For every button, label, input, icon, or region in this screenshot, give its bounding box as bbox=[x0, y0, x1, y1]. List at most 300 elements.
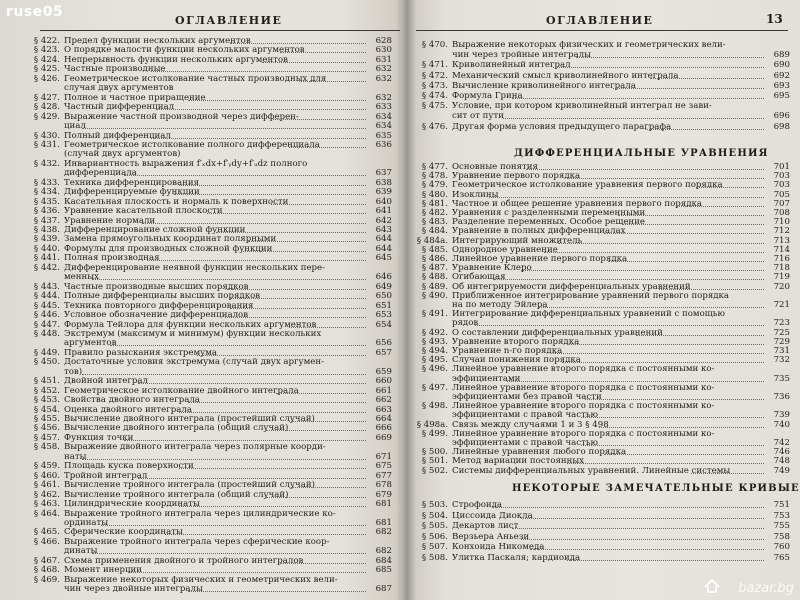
toc-page-number: 695 bbox=[773, 91, 790, 101]
toc-entry bbox=[22, 168, 400, 177]
toc-page-number: 698 bbox=[773, 121, 790, 132]
toc-page-number: 732 bbox=[773, 355, 790, 366]
toc-entry bbox=[410, 208, 794, 217]
toc-section-number: § 488. bbox=[421, 272, 448, 283]
toc-section-number: § 480. bbox=[421, 189, 448, 200]
toc-entry-title: Декартов лист bbox=[452, 521, 519, 531]
toc-page-number: 716 bbox=[773, 254, 790, 264]
toc-section-number: § 481. bbox=[421, 198, 448, 209]
toc-section-number: § 477. bbox=[421, 162, 448, 172]
toc-entry-title: Двойной интеграл bbox=[64, 376, 148, 387]
toc-leader-dots bbox=[216, 232, 366, 233]
toc-entry bbox=[22, 206, 400, 215]
toc-entry-title: Об интегрируемости дифференциальных уравнений bbox=[452, 281, 691, 292]
toc-entry bbox=[410, 162, 794, 171]
toc-entry bbox=[410, 300, 794, 309]
toc-entry bbox=[410, 466, 794, 475]
toc-entry-title: Оценка двойного интеграла bbox=[64, 404, 192, 415]
toc-section-number: § 502. bbox=[421, 465, 448, 476]
toc-section-number: § 499. bbox=[421, 428, 448, 439]
toc-entry-title: циал bbox=[64, 121, 86, 132]
toc-page-number: 746 bbox=[773, 447, 790, 458]
toc-section-number: § 483. bbox=[421, 217, 448, 228]
toc-leader-dots bbox=[530, 549, 764, 550]
toc-page-number: 633 bbox=[375, 102, 392, 113]
toc-leader-dots bbox=[567, 178, 764, 179]
toc-section-number: § 441. bbox=[33, 253, 60, 264]
toc-page-number: 718 bbox=[773, 263, 790, 274]
toc-section-number: § 497. bbox=[421, 382, 448, 393]
toc-entry bbox=[22, 197, 400, 206]
toc-section-number: § 507. bbox=[421, 542, 448, 552]
toc-entry bbox=[410, 355, 794, 364]
toc-entry-title: Разделение переменных. Особое решение bbox=[452, 217, 645, 228]
toc-entry-title: Интегрирование дифференциальных уравнений с помощью bbox=[452, 309, 725, 320]
toc-entry-title: Криволинейный интеграл bbox=[452, 60, 571, 71]
section-title-curves: НЕКОТОРЫЕ ЗАМЕЧАТЕЛЬНЫЕ КРИВЫЕ bbox=[512, 483, 800, 494]
toc-section-number: § 427. bbox=[33, 92, 60, 103]
toc-page-number: 729 bbox=[773, 336, 790, 347]
toc-section-number: § 446. bbox=[33, 310, 60, 321]
toc-entry-title: Свойства двойного интеграла bbox=[64, 395, 200, 406]
toc-page-number: 639 bbox=[375, 187, 392, 198]
toc-entry bbox=[22, 395, 400, 404]
toc-entry bbox=[22, 329, 400, 338]
toc-page-number: 753 bbox=[773, 510, 790, 521]
toc-entry-title: эффициентами без правой части bbox=[452, 392, 602, 402]
toc-entry bbox=[410, 263, 794, 272]
toc-page-number: 758 bbox=[773, 531, 790, 542]
toc-entry bbox=[410, 50, 794, 60]
toc-leader-dots bbox=[622, 224, 764, 225]
toc-leader-dots bbox=[207, 213, 366, 214]
toc-page-number: 720 bbox=[773, 281, 790, 292]
toc-entry bbox=[410, 346, 794, 355]
toc-leader-dots bbox=[558, 243, 764, 244]
toc-leader-dots bbox=[521, 539, 764, 540]
toc-entry bbox=[410, 438, 794, 447]
toc-section-number: § 463. bbox=[33, 499, 60, 510]
toc-entry bbox=[22, 537, 400, 546]
toc-entry-title: Вычисление двойного интеграла (простейший случай) bbox=[64, 414, 315, 424]
toc-entry bbox=[22, 320, 400, 329]
toc-entry-title: Строфоида bbox=[452, 500, 503, 510]
toc-section-number: § 485. bbox=[421, 244, 448, 255]
toc-section-number: § 439. bbox=[33, 234, 60, 245]
toc-entry bbox=[410, 401, 794, 410]
toc-page-number: 714 bbox=[773, 244, 790, 255]
toc-entry bbox=[22, 45, 400, 54]
toc-page-number: 682 bbox=[375, 527, 392, 538]
toc-page-number: 703 bbox=[773, 180, 790, 191]
toc-entry-title: Случаи понижения порядка bbox=[452, 355, 581, 366]
toc-entry bbox=[410, 91, 794, 101]
toc-entry-title: Полное и частное приращение bbox=[64, 92, 206, 103]
toc-entry bbox=[410, 254, 794, 263]
toc-entry bbox=[410, 81, 794, 91]
toc-entry bbox=[410, 364, 794, 373]
toc-entry bbox=[410, 328, 794, 337]
toc-section-number: § 438. bbox=[33, 225, 60, 235]
toc-entry-title: Касательная плоскость и нормаль к поверхности bbox=[64, 196, 289, 207]
page-number: 13 bbox=[766, 12, 783, 26]
toc-entry-title: Циссоида Диокла bbox=[452, 510, 533, 521]
toc-entry-title: ординаты bbox=[64, 517, 109, 528]
toc-leader-dots bbox=[188, 402, 366, 403]
toc-entry bbox=[22, 546, 400, 555]
toc-section-number: § 490. bbox=[421, 290, 448, 301]
toc-entry bbox=[22, 461, 400, 470]
toc-entry-title: Уравнение касательной плоскости bbox=[64, 206, 223, 217]
toc-leader-dots bbox=[151, 138, 366, 139]
toc-leader-dots bbox=[289, 327, 366, 328]
toc-section-number: § 422. bbox=[33, 36, 60, 46]
toc-page-number: 681 bbox=[375, 499, 392, 510]
toc-entry bbox=[410, 60, 794, 70]
toc-page-number: 671 bbox=[375, 451, 392, 462]
toc-page-number: 682 bbox=[375, 546, 392, 557]
toc-page-number: 657 bbox=[375, 347, 392, 358]
toc-entry-title: Схема применения двойного и тройного интегралов bbox=[64, 555, 304, 566]
toc-entry-title: Вычисление двойного интеграла (общий случай) bbox=[64, 423, 289, 434]
toc-entry bbox=[22, 74, 400, 83]
toc-page-number: 641 bbox=[375, 206, 392, 217]
toc-section-number: § 450. bbox=[33, 357, 60, 368]
toc-entry bbox=[410, 318, 794, 327]
toc-section-number: § 493. bbox=[421, 336, 448, 347]
toc-entry bbox=[410, 420, 794, 429]
toc-leader-dots bbox=[142, 223, 366, 224]
toc-leader-dots bbox=[576, 57, 764, 58]
toc-entry bbox=[410, 122, 794, 132]
toc-entry bbox=[22, 423, 400, 432]
toc-section-number: § 491. bbox=[421, 309, 448, 320]
toc-entry-title: О порядке малости функции нескольких аргументов bbox=[64, 45, 305, 56]
toc-leader-dots bbox=[266, 430, 366, 431]
toc-entry-title: Механический смысл криволинейного интеграла bbox=[452, 70, 679, 81]
toc-leader-dots bbox=[179, 185, 366, 186]
toc-leader-dots bbox=[230, 298, 366, 299]
toc-page-number: 693 bbox=[773, 80, 790, 91]
toc-section-number: § 423. bbox=[33, 45, 60, 56]
toc-entry-title: Условное обозначение дифференциалов bbox=[64, 310, 249, 321]
toc-page-number: 649 bbox=[375, 281, 392, 292]
toc-leader-dots bbox=[544, 252, 764, 253]
toc-leader-dots bbox=[475, 325, 764, 326]
header-rule bbox=[40, 30, 400, 31]
toc-entry-title: Приближенное интегрирование уравнений первого порядка bbox=[452, 290, 730, 301]
toc-section-number: § 442. bbox=[33, 262, 60, 273]
toc-page-number: 645 bbox=[375, 253, 392, 264]
toc-entry-title: Линейное уравнение первого порядка bbox=[452, 254, 628, 264]
toc-entry-title: Замена прямоугольных координат полярными bbox=[64, 234, 277, 245]
toc-entry bbox=[410, 291, 794, 300]
toc-entry bbox=[22, 471, 400, 480]
toc-section-number: § 474. bbox=[421, 91, 448, 101]
toc-page-number: 661 bbox=[375, 385, 392, 396]
toc-entry bbox=[410, 456, 794, 465]
toc-page-number: 692 bbox=[773, 70, 790, 81]
toc-leader-dots bbox=[677, 206, 764, 207]
toc-entry-title: Дифференцирование неявной функции нескольких пере- bbox=[64, 262, 326, 273]
toc-page-number: 749 bbox=[773, 465, 790, 476]
toc-entry-title: Формула Тейлора для функции нескольких аргументов bbox=[64, 319, 317, 330]
toc-entry bbox=[22, 414, 400, 423]
toc-entry bbox=[22, 301, 400, 310]
toc-entry-title: Линейное уравнение второго порядка с постоянными ко- bbox=[452, 382, 715, 393]
toc-entry-title: Дифференцирование сложной функции bbox=[64, 225, 246, 235]
toc-entry-title: случая двух аргументов bbox=[64, 83, 174, 94]
toc-entry bbox=[22, 244, 400, 253]
toc-leader-dots bbox=[512, 98, 764, 99]
toc-section-number: § 498а. bbox=[416, 419, 448, 430]
toc-entry-title: Верзьера Аньези bbox=[452, 531, 530, 542]
toc-page-number: 681 bbox=[375, 517, 392, 528]
toc-leader-dots bbox=[276, 393, 366, 394]
book-gutter bbox=[396, 0, 416, 600]
toc-entry-title: Вычисление тройного интеграла (общий случай) bbox=[64, 489, 289, 500]
toc-entry-title: Формулы для производных сложной функции bbox=[64, 243, 273, 254]
toc-leader-dots bbox=[585, 399, 764, 400]
toc-entry-title: Огибающая bbox=[452, 272, 506, 283]
toc-leader-dots bbox=[92, 553, 366, 554]
toc-entry bbox=[22, 282, 400, 291]
toc-entry bbox=[410, 272, 794, 281]
toc-leader-dots bbox=[128, 572, 366, 573]
toc-entry-title: Системы дифференциальных уравнений. Линейные системы bbox=[452, 465, 731, 476]
toc-entry-title: Уравнение первого порядка bbox=[452, 171, 581, 182]
toc-leader-dots bbox=[151, 71, 366, 72]
toc-leader-dots bbox=[289, 487, 366, 488]
watermark: ruse05 bbox=[6, 4, 64, 20]
toc-section-number: § 505. bbox=[421, 521, 448, 531]
toc-entry bbox=[410, 171, 794, 180]
toc-page-number: 644 bbox=[375, 234, 392, 245]
toc-entry-title: Выражение тройного интеграла через цилиндрические ко- bbox=[64, 508, 336, 519]
toc-section-number: § 492. bbox=[421, 327, 448, 338]
toc-entry-title: Формула Грина bbox=[452, 91, 523, 101]
toc-entry-title: Геометрическое истолкование полного дифференциала bbox=[64, 139, 320, 150]
toc-entry bbox=[22, 556, 400, 565]
toc-leader-dots bbox=[613, 88, 764, 89]
toc-entry bbox=[410, 553, 794, 564]
toc-section-number: § 447. bbox=[33, 319, 60, 330]
toc-page-number: 679 bbox=[375, 489, 392, 500]
toc-leader-dots bbox=[493, 507, 764, 508]
section-title-differential-equations: ДИФФЕРЕНЦИАЛЬНЫЕ УРАВНЕНИЯ bbox=[514, 148, 769, 159]
toc-page-number: 685 bbox=[375, 565, 392, 576]
toc-section-number: § 486. bbox=[421, 254, 448, 264]
toc-leader-dots bbox=[539, 307, 764, 308]
toc-leader-dots bbox=[507, 381, 764, 382]
toc-page-number: 642 bbox=[375, 215, 392, 226]
toc-entry bbox=[410, 245, 794, 254]
toc-page-number: 765 bbox=[773, 552, 790, 563]
toc-section-number: § 437. bbox=[33, 215, 60, 226]
toc-entry bbox=[22, 178, 400, 187]
toc-entry-title: Частный дифференциал bbox=[64, 102, 175, 113]
toc-entry bbox=[410, 111, 794, 121]
toc-entry-title: Выражение тройного интеграла через сферические коор- bbox=[64, 536, 330, 547]
toc-section-number: § 462. bbox=[33, 489, 60, 500]
toc-entry bbox=[22, 527, 400, 536]
toc-section-number: § 484. bbox=[421, 226, 448, 237]
toc-leader-dots bbox=[645, 129, 764, 130]
toc-entry-title: Предел функции нескольких аргументов bbox=[64, 36, 251, 46]
toc-section-number: § 428. bbox=[33, 102, 60, 113]
toc-entry bbox=[22, 490, 400, 499]
toc-leader-dots bbox=[225, 289, 366, 290]
toc-entry-title: Другая форма условия предыдущего параграфа bbox=[452, 121, 672, 132]
toc-entry-title: сит от пути bbox=[452, 111, 504, 122]
toc-leader-dots bbox=[567, 344, 764, 345]
toc-leader-dots bbox=[82, 128, 366, 129]
toc-entry-title: Геометрическое истолкование частных производных для bbox=[64, 73, 327, 84]
header-rule bbox=[416, 30, 788, 31]
toc-entry-title: Линейное уравнение второго порядка с постоянными ко- bbox=[452, 364, 715, 375]
toc-leader-dots bbox=[179, 412, 366, 413]
toc-entry bbox=[22, 272, 400, 281]
toc-entry-title: аргументов bbox=[64, 338, 117, 349]
toc-section-number: § 455. bbox=[33, 414, 60, 424]
toc-entry bbox=[410, 199, 794, 208]
toc-section-number: § 471. bbox=[421, 60, 448, 71]
toc-leader-dots bbox=[165, 534, 366, 535]
toc-entry-title: Геометрическое истолкование уравнения первого порядка bbox=[452, 180, 723, 191]
toc-leader-dots bbox=[696, 187, 764, 188]
toc-entry bbox=[410, 532, 794, 543]
toc-section-number: § 465. bbox=[33, 527, 60, 538]
toc-section-number: § 468. bbox=[33, 565, 60, 576]
toc-page-number: 659 bbox=[375, 366, 392, 377]
toc-entry-title: Уравнение n-го порядка bbox=[452, 346, 563, 356]
toc-entry bbox=[22, 367, 400, 376]
toc-entry bbox=[410, 392, 794, 401]
toc-section-number: § 457. bbox=[33, 432, 60, 443]
toc-section-number: § 464. bbox=[33, 508, 60, 519]
toc-leader-dots bbox=[493, 279, 764, 280]
toc-leader-dots bbox=[553, 353, 764, 354]
toc-page-number: 643 bbox=[375, 225, 392, 235]
toc-section-number: § 451. bbox=[33, 376, 60, 387]
toc-page-number: 656 bbox=[375, 338, 392, 349]
toc-page-number: 723 bbox=[773, 318, 790, 329]
toc-leader-dots bbox=[124, 175, 366, 176]
toc-section-number: § 454. bbox=[33, 404, 60, 415]
toc-leader-dots bbox=[567, 560, 764, 561]
toc-leader-dots bbox=[489, 197, 764, 198]
toc-entry-title: дифференциала bbox=[64, 168, 137, 179]
toc-entry bbox=[22, 131, 400, 140]
toc-leader-dots bbox=[266, 497, 366, 498]
toc-leader-dots bbox=[604, 454, 764, 455]
toc-page-number: 721 bbox=[773, 300, 790, 310]
toc-section-number: § 448. bbox=[33, 328, 60, 339]
toc-section-number: § 445. bbox=[33, 300, 60, 311]
toc-page-number: 644 bbox=[375, 243, 392, 254]
toc-section-number: § 460. bbox=[33, 470, 60, 481]
toc-entry bbox=[22, 64, 400, 73]
toc-leader-dots bbox=[289, 147, 366, 148]
toc-leader-dots bbox=[82, 374, 366, 375]
toc-page-number: 635 bbox=[375, 130, 392, 141]
toc-leader-dots bbox=[581, 417, 764, 418]
toc-section-number: § 506. bbox=[421, 531, 448, 542]
toc-entry-title: (случай двух аргументов) bbox=[64, 149, 181, 160]
toc-entry bbox=[22, 36, 400, 45]
toc-entry-title: Техника повторного дифференцирования bbox=[64, 300, 254, 311]
toc-section-number: § 424. bbox=[33, 54, 60, 65]
toc-section-number: § 482. bbox=[421, 208, 448, 218]
toc-section-number: § 476. bbox=[421, 121, 448, 132]
toc-entry-title: Вычисление криволинейного интеграла bbox=[452, 80, 636, 91]
toc-entry-title: Геометрическое истолкование двойного интеграла bbox=[64, 385, 299, 396]
toc-page-number: 742 bbox=[773, 438, 790, 448]
right-page-header: ОГЛАВЛЕНИЕ bbox=[546, 14, 654, 27]
toc-entry-title: Цилиндрические координаты bbox=[64, 499, 200, 510]
toc-leader-dots bbox=[188, 100, 366, 101]
toc-entry bbox=[22, 499, 400, 508]
toc-page-number: 678 bbox=[375, 480, 392, 491]
toc-leader-dots bbox=[174, 194, 366, 195]
toc-section-number: § 478. bbox=[421, 171, 448, 182]
toc-entry bbox=[22, 149, 400, 158]
toc-entry-title: Выражение частной производной через дифферен- bbox=[64, 111, 299, 122]
toc-entry bbox=[410, 282, 794, 291]
toc-page-number: 677 bbox=[375, 470, 392, 481]
toc-entry bbox=[410, 383, 794, 392]
toc-entry-title: Полные дифференциалы высших порядков bbox=[64, 291, 261, 302]
toc-leader-dots bbox=[147, 260, 366, 261]
toc-leader-dots bbox=[521, 518, 764, 519]
toc-leader-dots bbox=[604, 233, 764, 234]
toc-section-number: § 453. bbox=[33, 395, 60, 406]
toc-leader-dots bbox=[567, 463, 764, 464]
toc-section-number: § 449. bbox=[33, 347, 60, 358]
toc-page-number: 751 bbox=[773, 500, 790, 510]
toc-section-number: § 484а. bbox=[416, 235, 448, 246]
toc-entry-title: Вычисление тройного интеграла (простейший случай) bbox=[64, 480, 315, 491]
toc-entry bbox=[410, 410, 794, 419]
toc-page-number: 650 bbox=[375, 291, 392, 302]
toc-section-number: § 430. bbox=[33, 130, 60, 141]
toc-entry-title: Частные производные высших порядков bbox=[64, 281, 249, 292]
toc-leader-dots bbox=[82, 459, 366, 460]
toc-entry bbox=[410, 500, 794, 511]
toc-section-number: § 426. bbox=[33, 73, 60, 84]
toc-entry bbox=[410, 337, 794, 346]
toc-section-number: § 487. bbox=[421, 263, 448, 274]
toc-entry-title: эффициентами с правой частью bbox=[452, 410, 598, 421]
toc-entry bbox=[410, 101, 794, 111]
toc-leader-dots bbox=[230, 308, 366, 309]
toc-entry bbox=[22, 386, 400, 395]
toc-page-number: 630 bbox=[375, 45, 392, 56]
toc-page-number: 634 bbox=[375, 111, 392, 122]
toc-entry-title: Полная производная bbox=[64, 253, 160, 264]
toc-section-number: § 425. bbox=[33, 64, 60, 75]
toc-section-number: § 444. bbox=[33, 291, 60, 302]
toc-section-number: § 434. bbox=[33, 187, 60, 198]
toc-page-number: 646 bbox=[375, 272, 392, 283]
toc-section-number: § 458. bbox=[33, 442, 60, 453]
toc-page-number: 710 bbox=[773, 217, 790, 228]
toc-entry-title: наты bbox=[64, 451, 87, 462]
toc-page-number: 662 bbox=[375, 395, 392, 406]
toc-entry-title: Выражение некоторых физических и геометрических вели- bbox=[64, 574, 338, 585]
toc-page-number: 725 bbox=[773, 327, 790, 338]
toc-section-number: § 429. bbox=[33, 111, 60, 122]
